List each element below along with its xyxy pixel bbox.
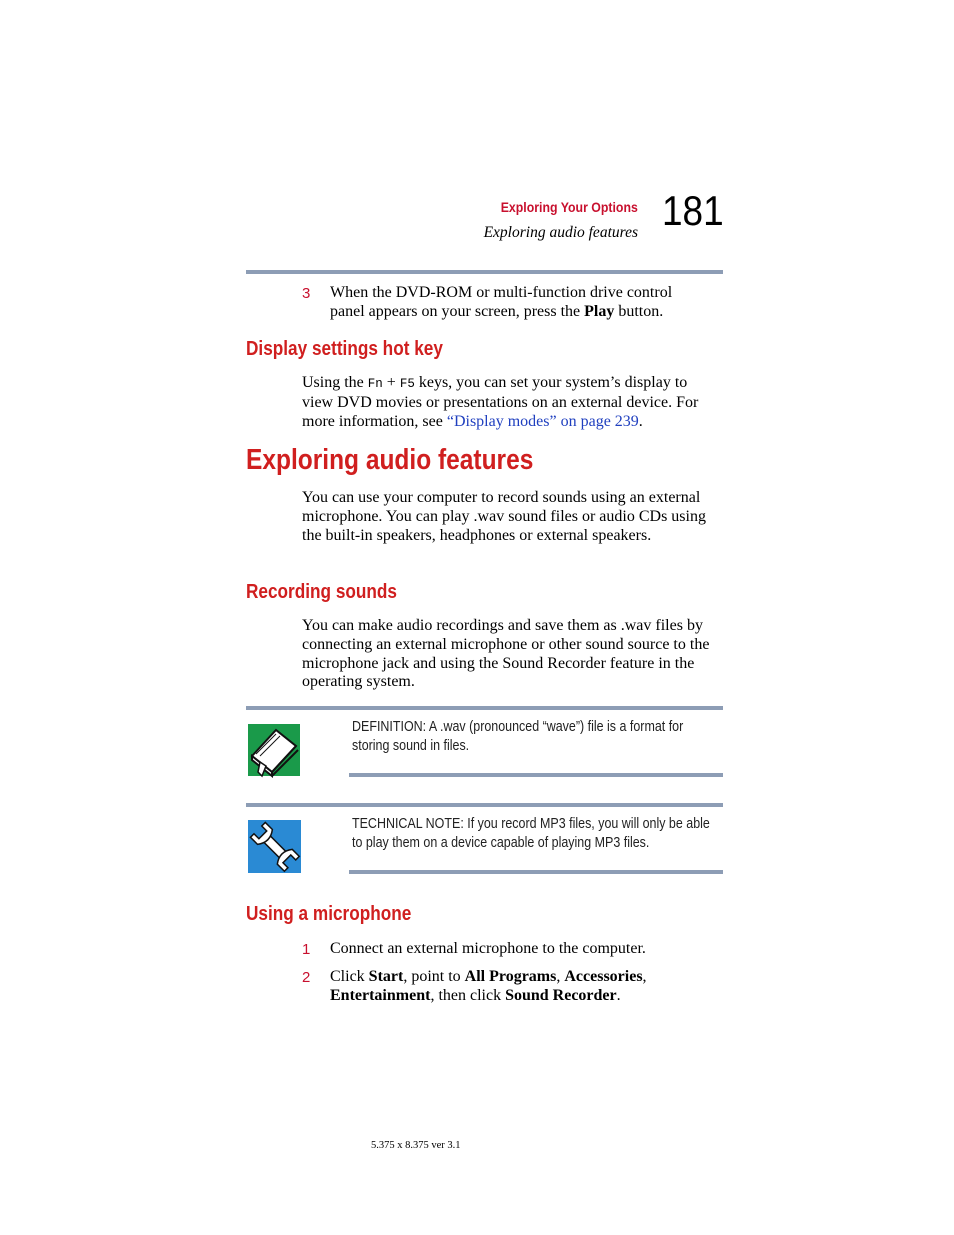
section-heading-microphone: Using a microphone: [246, 903, 412, 925]
step-text-part: Click: [330, 968, 369, 985]
page-number: 181: [662, 187, 724, 234]
sound-recorder-label: Sound Recorder: [505, 986, 617, 1004]
key-fn: Fn: [367, 377, 383, 391]
running-header-section: Exploring audio features: [483, 224, 638, 241]
step-text-part: ,: [556, 968, 565, 985]
note-rule-top: [246, 706, 723, 710]
step-text: Connect an external microphone to the computer.: [330, 940, 646, 957]
accessories-label: Accessories: [564, 968, 643, 985]
play-label: Play: [584, 302, 615, 320]
section-heading-recording: Recording sounds: [246, 581, 397, 603]
step-text-part: , point to: [403, 968, 465, 985]
paragraph-text: .: [638, 412, 643, 430]
page-footer: 5.375 x 8.375 ver 3.1: [371, 1140, 461, 1151]
paragraph-text: keys, you can set your system’s display to view DVD movies or presentations on an external device. For more information, see: [302, 374, 699, 430]
key-f5: F5: [399, 377, 415, 391]
technical-note: TECHNICAL NOTE: If you record MP3 files, you will only be able to play them on a device capable of playing MP3 files.: [352, 816, 710, 851]
book-icon: [246, 722, 302, 778]
section-heading-display: Display settings hot key: [246, 338, 443, 360]
audio-paragraph: You can use your computer to record sounds using an external microphone. You can play .wav sound files or audio CDs using the built-in speakers, headphones or external speakers.: [302, 489, 706, 544]
display-paragraph: [302, 374, 722, 431]
running-header-chapter: Exploring Your Options: [500, 199, 638, 215]
chapter-heading-audio: Exploring audio features: [246, 444, 534, 476]
step-text-line1: When the DVD-ROM or multi-function drive control: [330, 284, 673, 301]
paragraph-text: +: [382, 374, 400, 391]
entertainment-label: Entertainment: [330, 986, 431, 1004]
note-rule-bottom: [349, 773, 723, 777]
step-text-part: panel appears on your screen, press the: [330, 302, 585, 320]
display-modes-link[interactable]: “Display modes” on page 239: [446, 412, 639, 430]
step-text-part: .: [616, 986, 621, 1004]
step-text: [330, 968, 725, 1006]
step-text-part: , then click: [430, 986, 506, 1004]
step-text: [330, 284, 725, 322]
wrench-icon: [247, 819, 302, 874]
definition-note: DEFINITION: A .wav (pronounced “wave”) file is a format for storing sound in files.: [352, 719, 684, 754]
step-number: 3: [302, 285, 311, 302]
step-number: 1: [302, 941, 311, 958]
recording-paragraph: You can make audio recordings and save them as .wav files by connecting an external microphone or other sound source to the microphone jack and using the Sound Recorder feature in the operating system.: [302, 617, 710, 691]
paragraph-text: Using the: [302, 374, 368, 391]
step-text-part: button.: [614, 302, 664, 320]
note-rule-top: [246, 803, 723, 807]
step-text-part: ,: [642, 968, 647, 985]
all-programs-label: All Programs: [464, 968, 557, 985]
note-rule-bottom: [349, 870, 723, 874]
header-rule: [246, 270, 723, 274]
step-number: 2: [302, 969, 311, 986]
start-label: Start: [368, 968, 404, 985]
